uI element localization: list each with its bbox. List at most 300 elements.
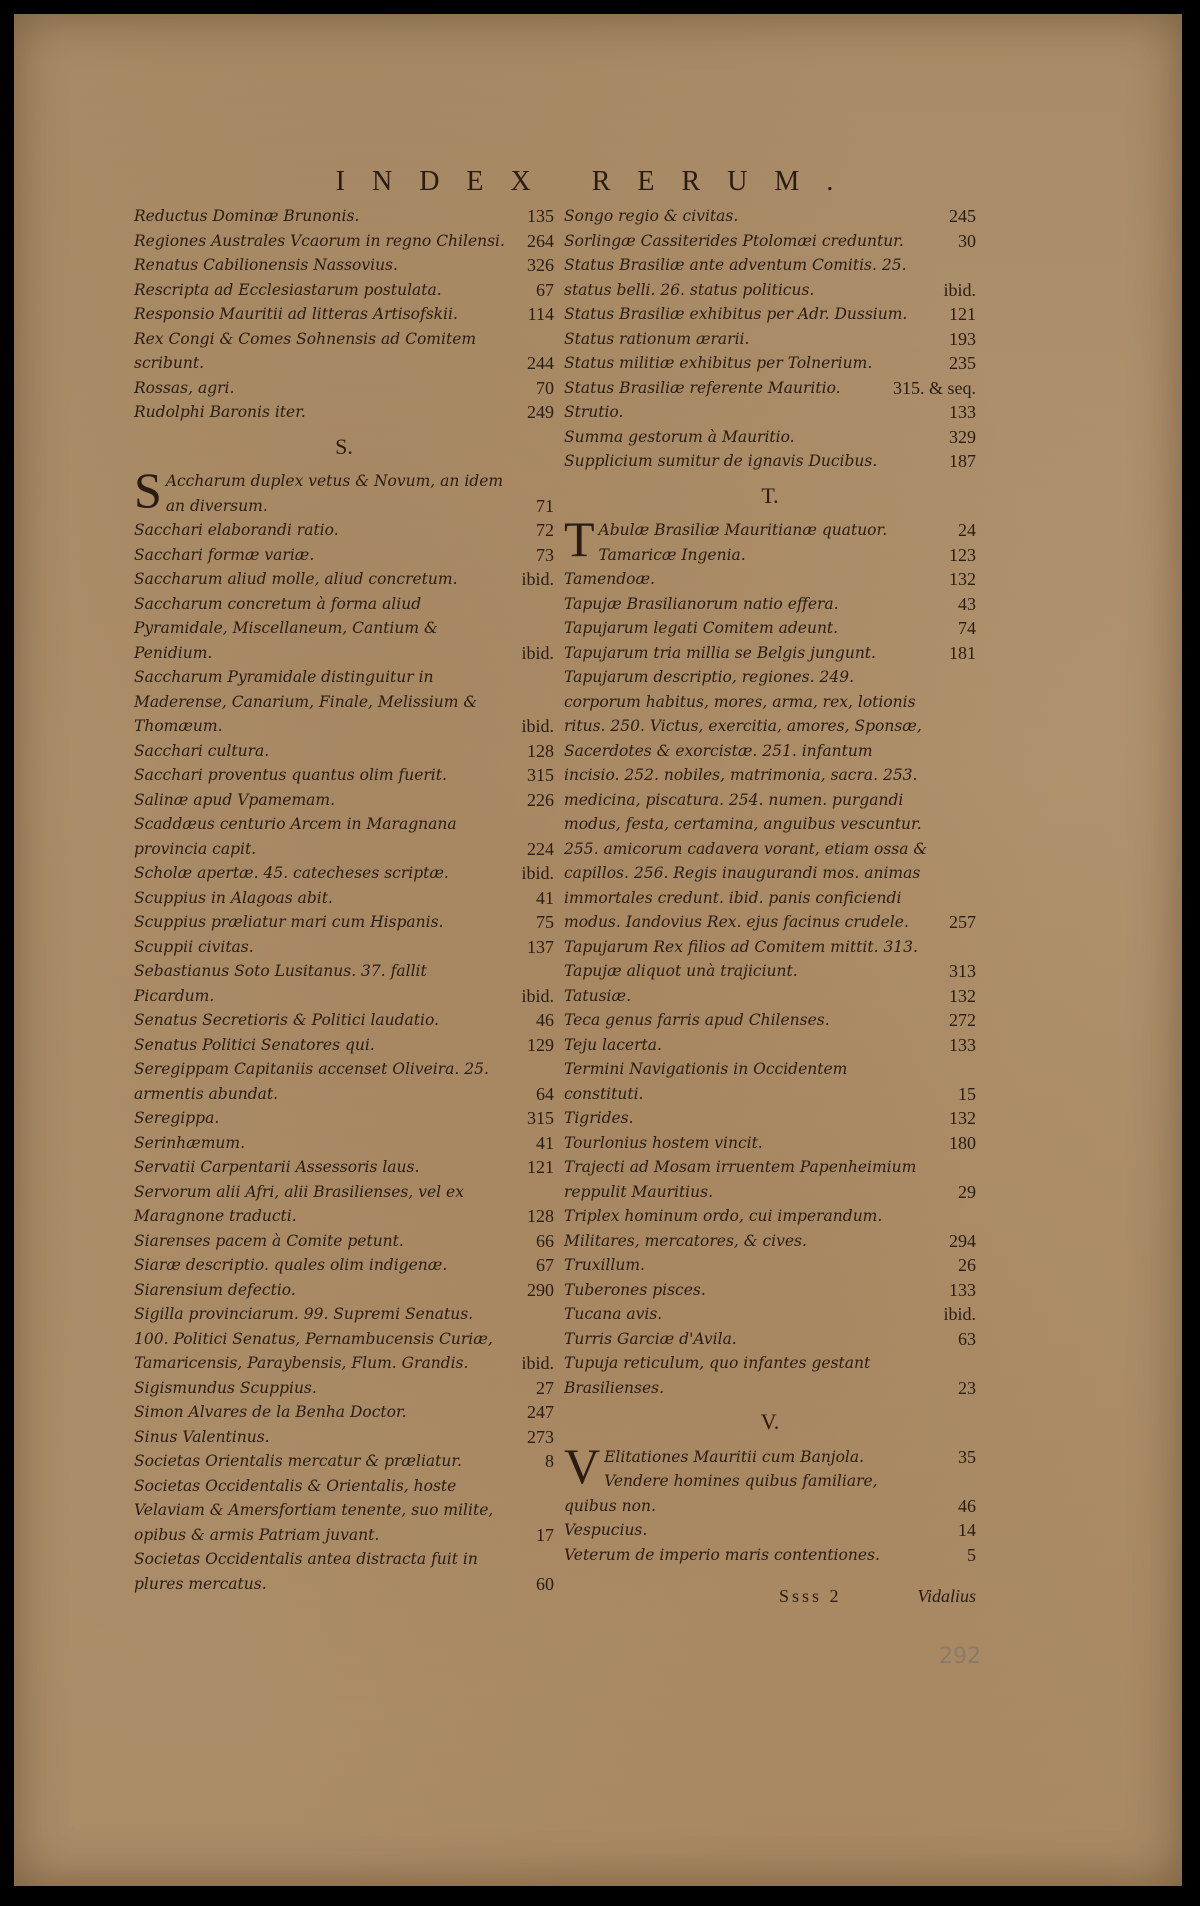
page-reference: 249 bbox=[527, 402, 554, 422]
index-entry-text bbox=[564, 449, 976, 474]
page-reference: 133 bbox=[949, 1034, 976, 1055]
index-entry-text bbox=[134, 910, 554, 935]
index-entry-label: Trajecti ad Mosam irruentem Papenheimium reppulit Mauritius. bbox=[564, 1158, 917, 1201]
index-entry-label: Veterum de imperio maris contentiones. bbox=[564, 1545, 880, 1564]
index-entry-text bbox=[134, 1302, 554, 1376]
index-entry bbox=[134, 518, 554, 543]
page-reference: 224 bbox=[527, 838, 554, 859]
index-entry-label: Status rationum ærarii. bbox=[564, 329, 750, 348]
index-entry-label: Status Brasiliæ referente Mauritio. bbox=[564, 378, 841, 397]
catchword: Vidalius bbox=[917, 1586, 976, 1606]
section-letter: S. bbox=[335, 433, 353, 459]
index-entry bbox=[564, 376, 976, 401]
index-entry bbox=[134, 1155, 554, 1180]
index-entry bbox=[134, 1180, 554, 1229]
index-entry bbox=[564, 1155, 976, 1204]
page-footer bbox=[564, 1586, 976, 1614]
page-reference: 5 bbox=[967, 1544, 976, 1565]
page-reference: 43 bbox=[958, 593, 976, 614]
page-reference: 75 bbox=[536, 912, 554, 932]
index-entry bbox=[564, 1131, 976, 1156]
index-entry bbox=[134, 886, 554, 911]
index-entry-text bbox=[564, 1033, 976, 1058]
page-reference: 128 bbox=[527, 1206, 554, 1226]
index-entry bbox=[134, 592, 554, 666]
page-reference: 27 bbox=[536, 1377, 554, 1398]
index-entry-label: Status Brasiliæ ante adventum Comitis. 25. status belli. 26. status politicus. bbox=[564, 256, 907, 299]
page-reference: ibid. bbox=[521, 642, 554, 663]
index-entry bbox=[134, 1449, 554, 1474]
drop-capital: T bbox=[564, 511, 595, 567]
index-entry-text bbox=[134, 518, 554, 543]
index-entry bbox=[134, 229, 554, 254]
page-reference: 193 bbox=[949, 328, 976, 349]
index-entry bbox=[134, 462, 554, 518]
index-entry-label: Sacchari proventus quantus olim fuerit. bbox=[134, 766, 447, 784]
signature-mark: Ssss 2 bbox=[779, 1586, 842, 1606]
index-entry bbox=[564, 1278, 976, 1303]
index-entry bbox=[564, 665, 976, 935]
index-entry-text bbox=[134, 1425, 554, 1450]
page-reference: 180 bbox=[949, 1132, 976, 1153]
index-entry bbox=[564, 592, 976, 617]
page-reference: 133 bbox=[949, 1279, 976, 1300]
page-reference: 67 bbox=[536, 1255, 554, 1275]
index-entry-text bbox=[134, 665, 554, 739]
index-entry-label: Strutio. bbox=[564, 403, 624, 421]
index-entry-text bbox=[134, 1106, 554, 1131]
index-entry-text bbox=[134, 1008, 554, 1033]
page-reference: 244 bbox=[527, 353, 554, 373]
index-entry bbox=[134, 1229, 554, 1254]
page-reference: 181 bbox=[949, 642, 976, 663]
drop-capital: S bbox=[134, 462, 162, 518]
page-reference: 133 bbox=[949, 402, 976, 422]
index-entry bbox=[134, 1425, 554, 1450]
index-entry-label: Teca genus farris apud Chilenses. bbox=[564, 1011, 830, 1029]
index-entry-label: Tuberones pisces. bbox=[564, 1280, 706, 1299]
index-entry-label: Serinhæmum. bbox=[134, 1133, 245, 1152]
index-entry-text bbox=[564, 1351, 976, 1400]
index-entry bbox=[564, 253, 976, 302]
index-entry-text bbox=[564, 1327, 976, 1352]
page-reference: 64 bbox=[536, 1083, 554, 1104]
index-entry-label: Rudolphi Baronis iter. bbox=[134, 403, 306, 421]
index-entry-label: Salinæ apud Vpamemam. bbox=[134, 790, 336, 809]
index-entry-text bbox=[564, 229, 976, 254]
index-entry-label: Accharum duplex vetus & Novum, an idem an diversum. bbox=[165, 472, 504, 515]
index-entry bbox=[134, 959, 554, 1008]
index-entry-label: Songo regio & civitas. bbox=[564, 207, 739, 225]
page-reference: 329 bbox=[949, 426, 976, 447]
index-entry-label: Renatus Cabilionensis Nassovius. bbox=[134, 256, 398, 274]
page-reference: 63 bbox=[958, 1328, 976, 1349]
index-entry bbox=[564, 1469, 976, 1518]
page-reference: 315 bbox=[527, 1108, 554, 1128]
page-reference: 121 bbox=[949, 304, 976, 324]
index-entry bbox=[564, 1253, 976, 1278]
index-entry-label: Siarenses pacem à Comite petunt. bbox=[134, 1231, 404, 1250]
index-entry-text bbox=[134, 1547, 554, 1596]
index-entry-label: Reductus Dominæ Brunonis. bbox=[134, 207, 360, 225]
index-entry-label: Truxillum. bbox=[564, 1256, 645, 1274]
page-reference: 129 bbox=[527, 1034, 554, 1055]
index-entry bbox=[564, 1008, 976, 1033]
index-entry-text bbox=[134, 788, 554, 813]
index-entry-text bbox=[564, 543, 976, 568]
index-entry-text bbox=[134, 376, 554, 401]
index-entry-label: Abulæ Brasiliæ Mauritianæ quatuor. bbox=[598, 521, 888, 539]
index-entry-text bbox=[564, 665, 976, 935]
page-reference: 70 bbox=[536, 377, 554, 398]
page-reference: 29 bbox=[958, 1181, 976, 1202]
page-reference: 132 bbox=[949, 569, 976, 589]
index-entry bbox=[134, 1057, 554, 1106]
index-entry bbox=[134, 1253, 554, 1278]
page-reference: 135 bbox=[527, 206, 554, 226]
index-entry bbox=[564, 1302, 976, 1327]
page-reference: 315 bbox=[527, 765, 554, 785]
page-reference: 71 bbox=[536, 495, 554, 516]
index-entry-text bbox=[564, 1278, 976, 1303]
page-reference: ibid. bbox=[521, 985, 554, 1006]
page-reference: 114 bbox=[527, 304, 554, 324]
index-entry bbox=[134, 278, 554, 303]
index-entry-label: Status militiæ exhibitus per Tolnerium. bbox=[564, 354, 873, 372]
index-entry-label: Tupuja reticulum, quo infantes gestant Brasilienses. bbox=[564, 1354, 871, 1397]
index-entry bbox=[564, 641, 976, 666]
index-entry bbox=[564, 1543, 976, 1568]
index-entry-label: Servatii Carpentarii Assessoris laus. bbox=[134, 1158, 420, 1176]
page-reference: 257 bbox=[949, 912, 976, 932]
index-entry-label: Saccharum aliud molle, aliud concretum. bbox=[134, 570, 458, 588]
index-entry-text bbox=[134, 567, 554, 592]
index-entry-label: Vespucius. bbox=[564, 1521, 648, 1539]
index-entry bbox=[134, 788, 554, 813]
index-entry-text bbox=[564, 1057, 976, 1106]
index-entry-label: Tapujarum descriptio, regiones. 249. corporum habitus, mores, arma, rex, lotionis ritus. 250. Victus, exercitia, amores, Sponsæ, Sacerdotes & exorcistæ. 251. infantum incisio. 252. nobiles, matrimonia, sacra. 253. medicina, piscatura. 254. numen. purgandi modus, festa, certamina, anguibus vescuntur. 255. amicorum cadavera vorant, etiam ossa & capillos. 256. Regis inaugurandi mos. animas immortales credunt. ibid. panis conficiendi modus. Iandovius Rex. ejus facinus crudele. bbox=[564, 668, 928, 931]
index-entry-text bbox=[134, 739, 554, 764]
index-entry-text bbox=[564, 1106, 976, 1131]
index-entry-text bbox=[134, 327, 554, 376]
index-entry bbox=[134, 665, 554, 739]
index-entry-text bbox=[564, 935, 976, 984]
index-entry-text bbox=[564, 1253, 976, 1278]
index-entry bbox=[564, 449, 976, 474]
index-entry-text bbox=[134, 400, 554, 425]
index-column-left bbox=[134, 204, 554, 1596]
index-entry-label: Tucana avis. bbox=[564, 1305, 663, 1323]
index-entry bbox=[134, 543, 554, 568]
index-entry-text bbox=[564, 616, 976, 641]
index-entry bbox=[564, 204, 976, 229]
index-entry-label: Sacchari elaborandi ratio. bbox=[134, 521, 339, 539]
index-entry bbox=[134, 376, 554, 401]
page-reference: 30 bbox=[958, 230, 976, 251]
index-entry-text bbox=[134, 1131, 554, 1156]
index-entry-text bbox=[134, 1155, 554, 1180]
page-reference: 123 bbox=[949, 544, 976, 565]
index-entry-text bbox=[134, 1474, 554, 1548]
index-entry-text bbox=[564, 984, 976, 1009]
index-entry-label: Siaræ descriptio. quales olim indigenæ. bbox=[134, 1256, 448, 1274]
index-entry-label: Vendere homines quibus familiare, quibus non. bbox=[564, 1472, 878, 1515]
index-entry-label: Tigrides. bbox=[564, 1109, 634, 1127]
index-entry-text bbox=[134, 886, 554, 911]
index-entry-label: Saccharum Pyramidale distinguitur in Maderense, Canarium, Finale, Melissium & Thomæum. bbox=[134, 668, 478, 735]
index-entry bbox=[564, 1351, 976, 1400]
index-entry-text bbox=[134, 592, 554, 666]
index-entry-text bbox=[564, 253, 976, 302]
index-entry bbox=[564, 351, 976, 376]
index-entry-label: Seregippa. bbox=[134, 1109, 220, 1127]
index-entry-text bbox=[134, 1278, 554, 1303]
index-entry-label: Responsio Mauritii ad litteras Artisofskii. bbox=[134, 305, 458, 323]
index-entry-label: Rescripta ad Ecclesiastarum postulata. bbox=[134, 280, 442, 299]
index-entry bbox=[134, 253, 554, 278]
index-entry-text bbox=[134, 1180, 554, 1229]
index-entry-label: Turris Garciæ d'Avila. bbox=[564, 1329, 737, 1348]
index-entry-label: Tamendoæ. bbox=[564, 570, 655, 588]
index-entry-label: Triplex hominum ordo, cui imperandum. Militares, mercatores, & cives. bbox=[564, 1207, 883, 1250]
index-entry-text bbox=[134, 1057, 554, 1106]
page-reference: 226 bbox=[527, 789, 554, 810]
index-entry-label: Saccharum concretum à forma aliud Pyramidale, Miscellaneum, Cantium & Penidium. bbox=[134, 594, 438, 662]
page-reference: 41 bbox=[536, 1132, 554, 1153]
page-reference: 315. & seq. bbox=[893, 377, 976, 398]
page-reference: 66 bbox=[536, 1230, 554, 1251]
index-entry-text bbox=[564, 425, 976, 450]
index-entry-label: Senatus Politici Senatores qui. bbox=[134, 1035, 375, 1054]
page-reference: ibid. bbox=[943, 279, 976, 300]
index-entry bbox=[134, 1302, 554, 1376]
page-reference: 137 bbox=[527, 936, 554, 957]
index-entry-label: Senatus Secretioris & Politici laudatio. bbox=[134, 1011, 439, 1029]
index-entry-label: Rossas, agri. bbox=[134, 378, 235, 397]
index-entry-label: Societas Occidentalis & Orientalis, hoste Velaviam & Amersfortiam tenente, suo milite, opibus & armis Patriam juvant. bbox=[134, 1476, 494, 1544]
index-entry bbox=[134, 763, 554, 788]
index-entry-text bbox=[134, 1449, 554, 1474]
page-reference: ibid. bbox=[943, 1304, 976, 1324]
index-entry-label: Scaddæus centurio Arcem in Maragnana provincia capit. bbox=[134, 815, 457, 858]
drop-capital: V bbox=[564, 1437, 601, 1494]
index-entry-label: Elitationes Mauritii cum Banjola. bbox=[604, 1447, 865, 1466]
page-reference: 14 bbox=[958, 1520, 976, 1540]
index-entry-label: Scholæ apertæ. 45. catecheses scriptæ. bbox=[134, 864, 449, 882]
index-entry-label: Sigismundus Scuppius. bbox=[134, 1378, 317, 1397]
index-entry bbox=[564, 567, 976, 592]
index-entry bbox=[134, 567, 554, 592]
index-entry bbox=[564, 1033, 976, 1058]
page-reference: ibid. bbox=[521, 863, 554, 883]
index-entry bbox=[564, 302, 976, 327]
index-entry bbox=[564, 1204, 976, 1253]
index-entry-label: Sacchari formæ variæ. bbox=[134, 545, 315, 564]
index-entry-label: Tourlonius hostem vincit. bbox=[564, 1133, 763, 1152]
index-entry-label: Simon Alvares de la Benha Doctor. bbox=[134, 1403, 407, 1421]
index-entry-text bbox=[134, 543, 554, 568]
index-entry-text bbox=[564, 400, 976, 425]
page-reference: ibid. bbox=[521, 716, 554, 736]
index-entry bbox=[134, 861, 554, 886]
index-entry-text bbox=[564, 1543, 976, 1568]
page-reference: 273 bbox=[527, 1426, 554, 1447]
page-reference: 290 bbox=[527, 1279, 554, 1300]
page-reference: 26 bbox=[958, 1255, 976, 1275]
index-entry-text bbox=[134, 1033, 554, 1058]
index-entry-label: Summa gestorum à Mauritio. bbox=[564, 427, 795, 446]
index-entry bbox=[134, 812, 554, 861]
page-reference: 272 bbox=[949, 1010, 976, 1030]
index-entry bbox=[134, 739, 554, 764]
index-entry-label: Sorlingæ Cassiterides Ptolomæi creduntur. bbox=[564, 231, 904, 250]
index-entry-text bbox=[134, 861, 554, 886]
page-reference: ibid. bbox=[521, 569, 554, 589]
index-entry bbox=[134, 1278, 554, 1303]
index-entry-label: Regiones Australes Vcaorum in regno Chilensi. bbox=[134, 231, 505, 250]
index-entry-text bbox=[134, 462, 554, 518]
index-entry bbox=[134, 935, 554, 960]
index-entry bbox=[564, 1057, 976, 1106]
page-reference: 128 bbox=[527, 740, 554, 761]
index-entry-text bbox=[564, 1469, 976, 1518]
index-entry-label: Tapujarum tria millia se Belgis jungunt. bbox=[564, 643, 876, 662]
index-entry bbox=[134, 1376, 554, 1401]
index-entry-text bbox=[564, 1131, 976, 1156]
index-entry-text bbox=[564, 1302, 976, 1327]
index-entry-text bbox=[134, 812, 554, 861]
page-reference: 8 bbox=[545, 1451, 554, 1471]
index-entry-label: Sebastianus Soto Lusitanus. 37. fallit Picardum. bbox=[134, 962, 427, 1005]
index-entry bbox=[564, 543, 976, 568]
page-reference: 245 bbox=[949, 206, 976, 226]
running-head: INDEX RERUM. bbox=[335, 166, 861, 197]
index-entry-text bbox=[564, 1518, 976, 1543]
index-entry bbox=[134, 1131, 554, 1156]
index-entry-label: Teju lacerta. bbox=[564, 1035, 662, 1054]
index-entry-text bbox=[564, 327, 976, 352]
page-reference: 23 bbox=[958, 1377, 976, 1398]
index-entry-text bbox=[134, 302, 554, 327]
index-entry-text bbox=[134, 1253, 554, 1278]
page-reference: 326 bbox=[527, 255, 554, 275]
index-entry bbox=[564, 425, 976, 450]
index-entry bbox=[564, 327, 976, 352]
index-entry-label: Rex Congi & Comes Sohnensis ad Comitem scribunt. bbox=[134, 329, 477, 372]
index-entry bbox=[564, 1327, 976, 1352]
index-entry-text bbox=[564, 641, 976, 666]
index-entry-text bbox=[564, 567, 976, 592]
handwritten-folio-number: 292 bbox=[939, 1644, 981, 1669]
index-entry-label: Societas Occidentalis antea distracta fuit in plures mercatus. bbox=[134, 1550, 478, 1593]
index-entry-text bbox=[134, 1229, 554, 1254]
page-reference: 46 bbox=[958, 1495, 976, 1516]
index-entry bbox=[564, 616, 976, 641]
index-entry-text bbox=[134, 1376, 554, 1401]
page-reference: 24 bbox=[958, 520, 976, 540]
index-entry bbox=[134, 1106, 554, 1131]
index-entry-text bbox=[134, 959, 554, 1008]
index-entry bbox=[134, 1033, 554, 1058]
page-reference: 294 bbox=[949, 1230, 976, 1251]
index-entry bbox=[564, 1518, 976, 1543]
page-reference: 72 bbox=[536, 520, 554, 540]
index-entry-text bbox=[134, 278, 554, 303]
index-entry-label: Societas Orientalis mercatur & præliatur. bbox=[134, 1452, 462, 1470]
index-entry-label: Scuppii civitas. bbox=[134, 937, 254, 956]
book-page bbox=[14, 14, 1182, 1886]
index-entry bbox=[134, 1547, 554, 1596]
page-reference: 264 bbox=[527, 230, 554, 251]
index-column-right bbox=[564, 204, 976, 1567]
index-entry-label: Termini Navigationis in Occidentem constituti. bbox=[564, 1060, 848, 1103]
section-letter: V. bbox=[760, 1409, 780, 1434]
page-reference: 187 bbox=[949, 451, 976, 471]
index-entry bbox=[564, 1106, 976, 1131]
index-entry bbox=[564, 229, 976, 254]
page-reference: 46 bbox=[536, 1010, 554, 1030]
index-entry-text bbox=[134, 763, 554, 788]
index-entry-text bbox=[564, 592, 976, 617]
index-entry bbox=[134, 400, 554, 425]
page-reference: 73 bbox=[536, 544, 554, 565]
index-entry-text bbox=[564, 351, 976, 376]
page-reference: 41 bbox=[536, 887, 554, 908]
page-reference: 235 bbox=[949, 353, 976, 373]
index-entry-text bbox=[134, 253, 554, 278]
index-entry bbox=[134, 204, 554, 229]
page-reference: 313 bbox=[949, 961, 976, 981]
page-reference: 247 bbox=[527, 1402, 554, 1422]
index-entry-label: Sigilla provinciarum. 99. Supremi Senatus. 100. Politici Senatus, Pernambucensis Curiæ, Tamaricensis, Paraybensis, Flum. Grandis. bbox=[134, 1305, 493, 1372]
page-reference: 15 bbox=[958, 1083, 976, 1104]
index-entry bbox=[134, 302, 554, 327]
index-entry-label: Sacchari cultura. bbox=[134, 741, 270, 760]
index-entry-text bbox=[134, 204, 554, 229]
index-entry bbox=[134, 1474, 554, 1548]
index-entry-label: Siarensium defectio. bbox=[134, 1280, 296, 1299]
index-entry-label: Tatusiæ. bbox=[564, 986, 631, 1005]
index-entry-label: Status Brasiliæ exhibitus per Adr. Dussium. bbox=[564, 305, 908, 323]
index-entry-label: Tapujarum legati Comitem adeunt. bbox=[564, 619, 839, 637]
page-reference: 132 bbox=[949, 985, 976, 1006]
index-entry-label: Tapujæ Brasilianorum natio effera. bbox=[564, 594, 839, 613]
index-entry-text bbox=[564, 302, 976, 327]
page-reference: 74 bbox=[958, 618, 976, 638]
index-entry-label: Supplicium sumitur de ignavis Ducibus. bbox=[564, 452, 878, 470]
index-entry bbox=[134, 1008, 554, 1033]
page-reference: 17 bbox=[536, 1524, 554, 1545]
index-entry-text bbox=[564, 1204, 976, 1253]
index-entry-label: Scuppius præliatur mari cum Hispanis. bbox=[134, 913, 444, 931]
page-reference: ibid. bbox=[521, 1353, 554, 1373]
page-reference: 121 bbox=[527, 1157, 554, 1177]
index-entry-label: Seregippam Capitaniis accenset Oliveira. 25. armentis abundat. bbox=[134, 1060, 489, 1103]
index-entry-label: Scuppius in Alagoas abit. bbox=[134, 888, 333, 907]
index-entry-label: Tapujarum Rex filios ad Comitem mittit. 313. Tapujæ aliquot unà trajiciunt. bbox=[564, 937, 918, 980]
page-reference: 60 bbox=[536, 1573, 554, 1594]
index-entry-text bbox=[564, 1155, 976, 1204]
index-entry-label: Sinus Valentinus. bbox=[134, 1427, 270, 1446]
index-entry-label: Tamaricæ Ingenia. bbox=[598, 545, 746, 564]
index-entry-text bbox=[134, 935, 554, 960]
page-reference: 67 bbox=[536, 279, 554, 300]
section-letter: T. bbox=[761, 482, 779, 508]
index-entry-text bbox=[134, 1400, 554, 1425]
index-entry-text bbox=[134, 229, 554, 254]
index-entry bbox=[134, 1400, 554, 1425]
page-reference: 132 bbox=[949, 1108, 976, 1128]
